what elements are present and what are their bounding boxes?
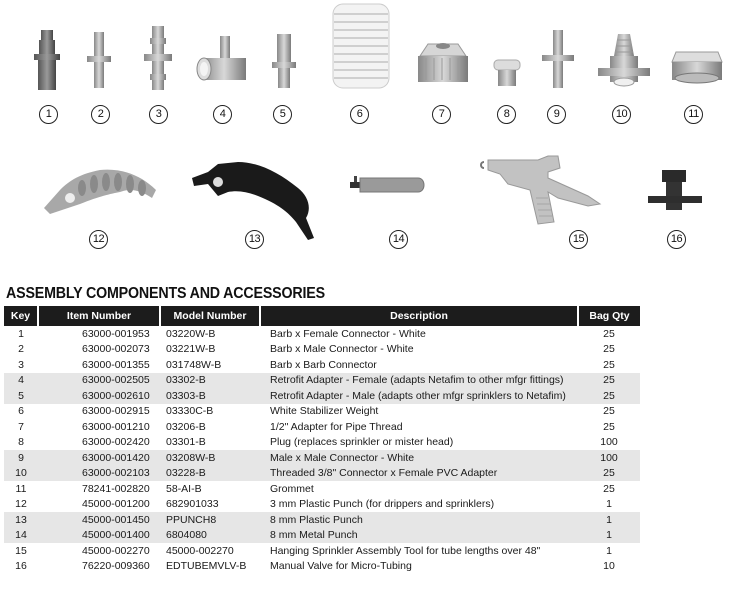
sprinkler-assembly-tool-icon xyxy=(478,148,602,228)
cell-description: White Stabilizer Weight xyxy=(270,405,379,418)
cell-description: Barb x Barb Connector xyxy=(270,358,377,371)
cell-bag-qty: 100 xyxy=(600,436,618,449)
cell-bag-qty: 1 xyxy=(578,528,640,544)
cell-bag-qty: 25 xyxy=(603,327,615,340)
header-item-number: Item Number xyxy=(38,306,160,326)
cell-model-number: 031748W-B xyxy=(166,358,222,371)
table-body xyxy=(4,326,640,574)
cell-key: 9 xyxy=(4,450,38,466)
table-row xyxy=(4,543,640,559)
cell-description: Retrofit Adapter - Female (adapts Netafim to other mfgr fittings) xyxy=(260,373,578,389)
key-badge-7: 7 xyxy=(432,105,451,124)
key-badge-6: 6 xyxy=(350,105,369,124)
cell-bag-qty: 25 xyxy=(603,482,615,495)
cell-bag-qty: 1 xyxy=(578,512,640,528)
cell-key: 6 xyxy=(18,405,24,418)
cell-key: 8 xyxy=(18,436,24,449)
cell-key: 5 xyxy=(4,388,38,404)
cell-model-number: 682901033 xyxy=(166,498,219,511)
cell-model-number: 03330C-B xyxy=(166,405,214,418)
cell-key: 3 xyxy=(18,358,24,371)
key-badge-13: 13 xyxy=(245,230,264,249)
cell-bag-qty: 1 xyxy=(606,544,612,557)
header-model-number: Model Number xyxy=(160,306,260,326)
cell-item-number: 45000-002270 xyxy=(82,544,150,557)
cell-key: 4 xyxy=(4,373,38,389)
cell-item-number: 63000-001420 xyxy=(38,450,160,466)
cell-key: 11 xyxy=(15,482,27,495)
cell-item-number: 63000-001210 xyxy=(82,420,150,433)
header-key: Key xyxy=(4,306,38,326)
table-row xyxy=(4,342,640,358)
table-row xyxy=(4,497,640,513)
cell-item-number: 63000-002505 xyxy=(38,373,160,389)
manual-valve-icon xyxy=(646,168,704,214)
table-row xyxy=(4,450,640,466)
cell-bag-qty: 25 xyxy=(603,405,615,418)
cell-bag-qty: 10 xyxy=(603,560,615,573)
table-row xyxy=(4,512,640,528)
table-row xyxy=(4,404,640,420)
cell-bag-qty: 25 xyxy=(603,343,615,356)
cell-model-number: 03303-B xyxy=(160,388,260,404)
cell-description: 8 mm Plastic Punch xyxy=(260,512,578,528)
cell-model-number: 45000-002270 xyxy=(166,544,234,557)
grommet-icon xyxy=(668,48,726,86)
cell-item-number: 76220-009360 xyxy=(82,560,150,573)
plastic-punch-3mm-icon xyxy=(40,160,160,218)
barb-barb-connector-icon xyxy=(143,24,173,92)
cell-bag-qty: 25 xyxy=(578,373,640,389)
threaded-pvc-adapter-icon xyxy=(596,32,652,88)
stabilizer-weight-icon xyxy=(330,0,392,92)
plastic-punch-8mm-icon xyxy=(188,152,318,242)
key-badge-14: 14 xyxy=(389,230,408,249)
cell-key: 2 xyxy=(18,343,24,356)
table-row xyxy=(4,528,640,544)
cell-description: Manual Valve for Micro-Tubing xyxy=(270,560,412,573)
cell-description: Barb x Female Connector - White xyxy=(270,327,426,340)
key-badge-16: 16 xyxy=(667,230,686,249)
cell-item-number: 63000-002915 xyxy=(82,405,150,418)
key-badge-5: 5 xyxy=(273,105,292,124)
cell-bag-qty: 25 xyxy=(578,388,640,404)
table-row xyxy=(4,481,640,497)
cell-description: Grommet xyxy=(270,482,314,495)
cell-item-number: 63000-002610 xyxy=(38,388,160,404)
cell-item-number: 45000-001400 xyxy=(38,528,160,544)
key-badge-12: 12 xyxy=(89,230,108,249)
cell-key: 15 xyxy=(15,544,27,557)
male-male-connector-icon xyxy=(540,28,576,90)
key-badge-15: 15 xyxy=(569,230,588,249)
cell-bag-qty: 25 xyxy=(603,420,615,433)
key-badge-3: 3 xyxy=(149,105,168,124)
pipe-thread-adapter-icon xyxy=(414,40,472,86)
cell-description: 1/2" Adapter for Pipe Thread xyxy=(270,420,403,433)
cell-bag-qty: 25 xyxy=(603,358,615,371)
cell-model-number: 03206-B xyxy=(166,420,206,433)
barb-female-connector-icon xyxy=(32,28,62,92)
components-table xyxy=(4,306,640,574)
table-row xyxy=(4,373,640,389)
cell-bag-qty: 25 xyxy=(578,466,640,482)
cell-item-number: 78241-002820 xyxy=(82,482,150,495)
cell-model-number: 03301-B xyxy=(166,436,206,449)
cell-bag-qty: 1 xyxy=(606,498,612,511)
key-badge-2: 2 xyxy=(91,105,110,124)
key-badge-11: 11 xyxy=(684,105,703,124)
cell-model-number: 03208W-B xyxy=(160,450,260,466)
cell-key: 1 xyxy=(18,327,24,340)
cell-model-number: EDTUBEMVLV-B xyxy=(166,560,247,573)
metal-punch-icon xyxy=(348,172,428,196)
table-row xyxy=(4,357,640,373)
cell-model-number: PPUNCH8 xyxy=(160,512,260,528)
cell-description: Barb x Male Connector - White xyxy=(270,343,414,356)
section-title: ASSEMBLY COMPONENTS AND ACCESSORIES xyxy=(6,285,325,302)
header-bag-qty: Bag Qty xyxy=(578,306,640,326)
cell-key: 12 xyxy=(15,498,27,511)
cell-model-number: 6804080 xyxy=(160,528,260,544)
cell-item-number: 63000-001355 xyxy=(82,358,150,371)
cell-description: Retrofit Adapter - Male (adapts other mfgr sprinklers to Netafim) xyxy=(260,388,578,404)
cell-model-number: 03221W-B xyxy=(166,343,216,356)
table-row xyxy=(4,435,640,451)
table-row xyxy=(4,419,640,435)
cell-item-number: 63000-002073 xyxy=(82,343,150,356)
cell-key: 7 xyxy=(18,420,24,433)
cell-item-number: 45000-001200 xyxy=(82,498,150,511)
cell-model-number: 58-AI-B xyxy=(166,482,202,495)
cell-key: 14 xyxy=(4,528,38,544)
plug-icon xyxy=(492,58,522,90)
cell-description: Hanging Sprinkler Assembly Tool for tube lengths over 48" xyxy=(270,544,541,557)
cell-description: Plug (replaces sprinkler or mister head) xyxy=(270,436,454,449)
key-badge-4: 4 xyxy=(213,105,232,124)
cell-item-number: 63000-002420 xyxy=(82,436,150,449)
cell-item-number: 63000-002103 xyxy=(38,466,160,482)
key-badge-1: 1 xyxy=(39,105,58,124)
barb-male-connector-icon xyxy=(86,30,112,90)
cell-description: Male x Male Connector - White xyxy=(260,450,578,466)
table-row xyxy=(4,388,640,404)
table-row xyxy=(4,559,640,575)
key-badge-8: 8 xyxy=(497,105,516,124)
cell-key: 13 xyxy=(4,512,38,528)
cell-item-number: 45000-001450 xyxy=(38,512,160,528)
cell-bag-qty: 100 xyxy=(578,450,640,466)
header-description: Description xyxy=(260,306,578,326)
cell-item-number: 63000-001953 xyxy=(82,327,150,340)
table-row xyxy=(4,326,640,342)
key-badge-10: 10 xyxy=(612,105,631,124)
cell-model-number: 03220W-B xyxy=(166,327,216,340)
cell-description: Threaded 3/8" Connector x Female PVC Adapter xyxy=(260,466,578,482)
table-row xyxy=(4,466,640,482)
cell-key: 10 xyxy=(4,466,38,482)
cell-model-number: 03302-B xyxy=(160,373,260,389)
table-header-row xyxy=(4,306,640,326)
cell-description: 3 mm Plastic Punch (for drippers and sprinklers) xyxy=(270,498,495,511)
retrofit-adapter-female-icon xyxy=(194,34,250,88)
cell-description: 8 mm Metal Punch xyxy=(260,528,578,544)
key-badge-9: 9 xyxy=(547,105,566,124)
cell-model-number: 03228-B xyxy=(160,466,260,482)
retrofit-adapter-male-icon xyxy=(270,32,298,90)
cell-key: 16 xyxy=(15,560,27,573)
